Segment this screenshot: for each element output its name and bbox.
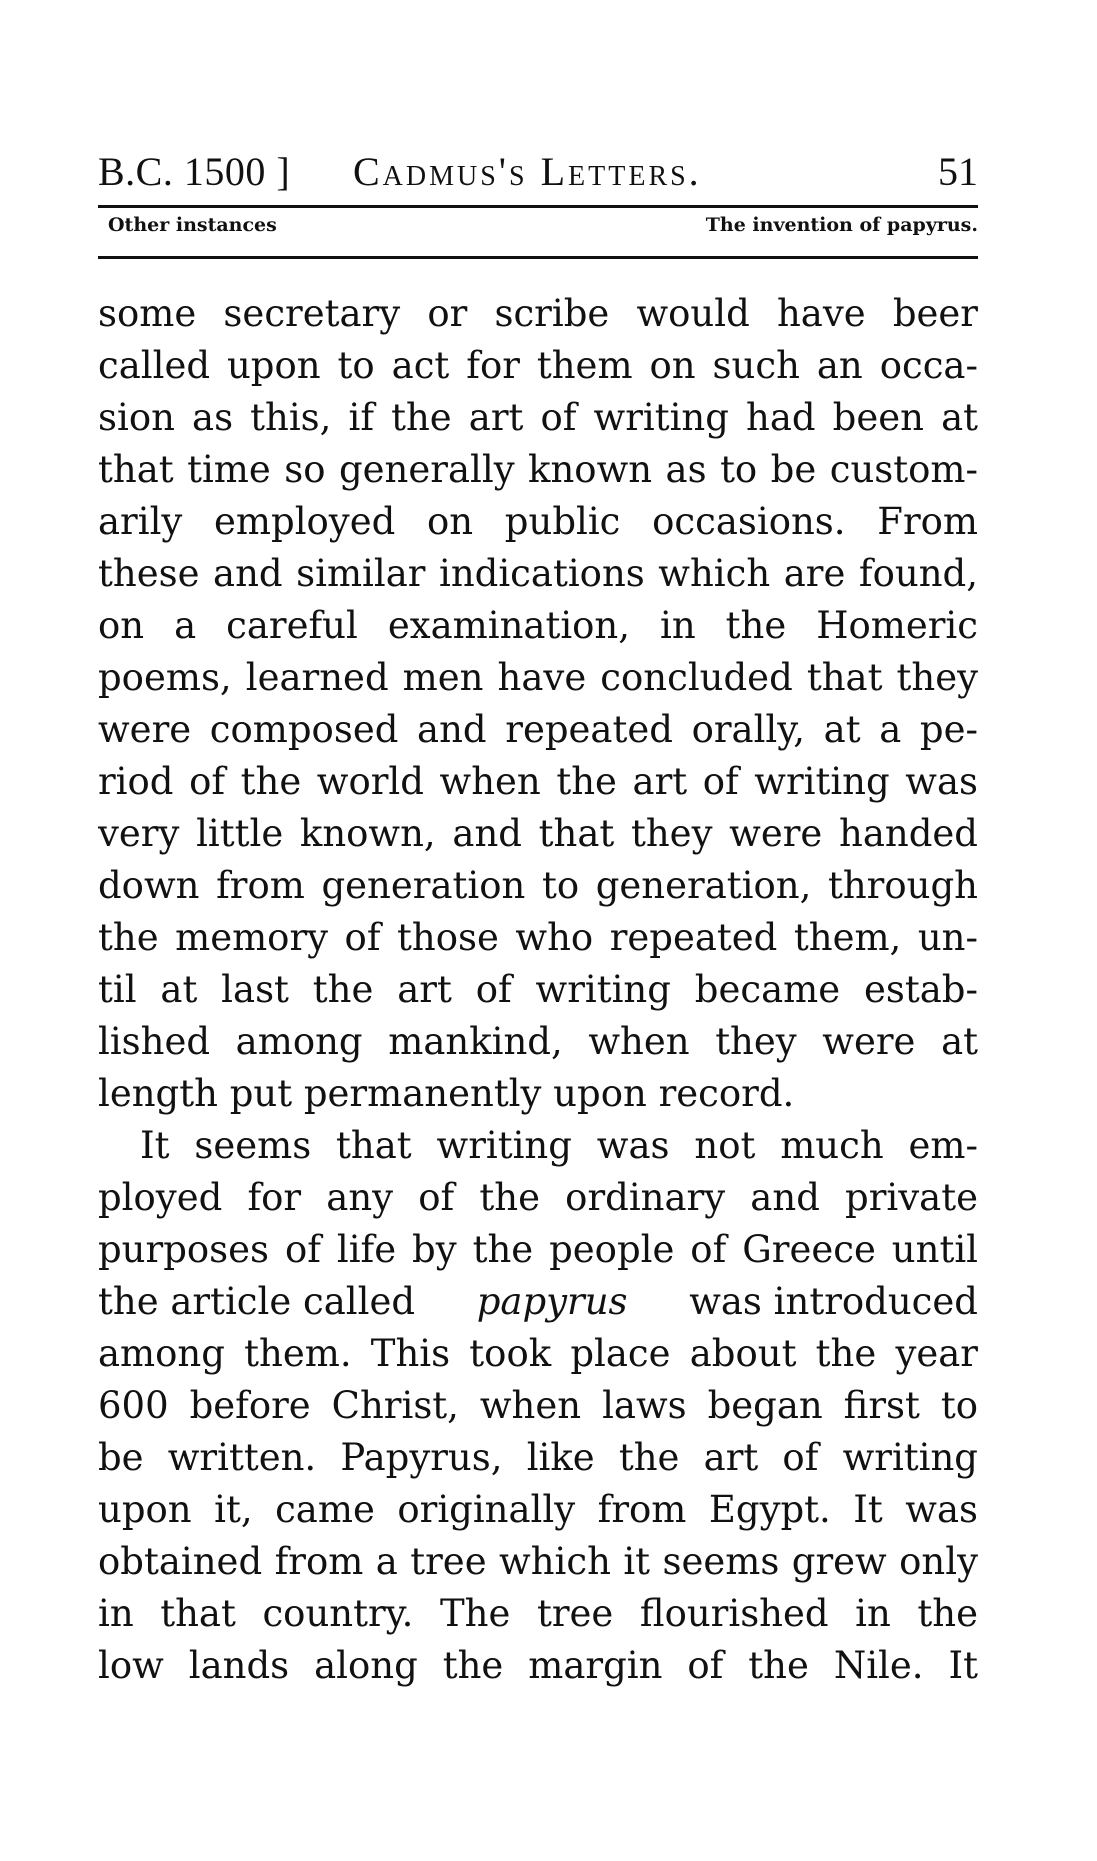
text-line: ployed for any of the ordinary and private [98,1176,978,1219]
text-line: were composed and repeated orally, at a pe- [98,708,978,751]
text-line: length put permanently upon record. [98,1072,795,1115]
text-line: sion as this, if the art of writing had been at [98,396,978,439]
page-number: 51 [938,149,978,194]
running-head-title: Cadmus's Letters. [353,149,702,194]
text-line: down from generation to generation, through [98,864,978,907]
body-text [98,288,978,1692]
italic-term: papyrus [476,1280,628,1323]
text-line: upon it, came originally from Egypt. It was [98,1488,978,1531]
paragraph-1 [98,288,978,1120]
running-head [98,148,978,208]
sidenote-bar [98,214,978,250]
running-head-date: B.C. 1500 ] [98,149,291,194]
text-line-with-italic [98,1276,978,1328]
text-line: poems, learned men have concluded that they [98,656,978,699]
text-line: the memory of those who repeated them, un- [98,916,978,959]
text-line: It seems that writing was not much em- [140,1124,978,1167]
text-line: purposes of life by the people of Greece until [98,1228,978,1271]
sidenote-right: The invention of papyrus. [705,214,978,236]
text-line: low lands along the margin of the Nile. It [98,1644,978,1687]
text-line: in that country. The tree flourished in the [98,1592,978,1635]
text-line: these and similar indications which are found, [98,552,978,595]
text-line: on a careful examination, in the Homeric [98,604,978,647]
text-line: arily employed on public occasions. From [98,500,978,543]
paragraph-2 [98,1120,978,1692]
text-line: 600 before Christ, when laws began first to [98,1384,978,1427]
text-line: some secretary or scribe would have beer [98,292,978,335]
text-line: obtained from a tree which it seems grew only [98,1540,978,1583]
text-line: til at last the art of writing became estab- [98,968,978,1011]
text-line: among them. This took place about the year [98,1332,978,1375]
text-line: called upon to act for them on such an occa- [98,344,978,387]
header-rule-top [98,205,978,208]
text-fragment: was introduced [689,1280,978,1323]
header-rule-bottom [98,256,978,259]
text-line: that time so generally known as to be custom- [98,448,978,491]
text-line: be written. Papyrus, like the art of writing [98,1436,978,1479]
text-line: riod of the world when the art of writing was [98,760,978,803]
sidenote-left: Other instances [108,214,277,236]
text-line: very little known, and that they were handed [98,812,978,855]
text-line: lished among mankind, when they were at [98,1020,978,1063]
text-fragment: the article called [98,1280,416,1323]
